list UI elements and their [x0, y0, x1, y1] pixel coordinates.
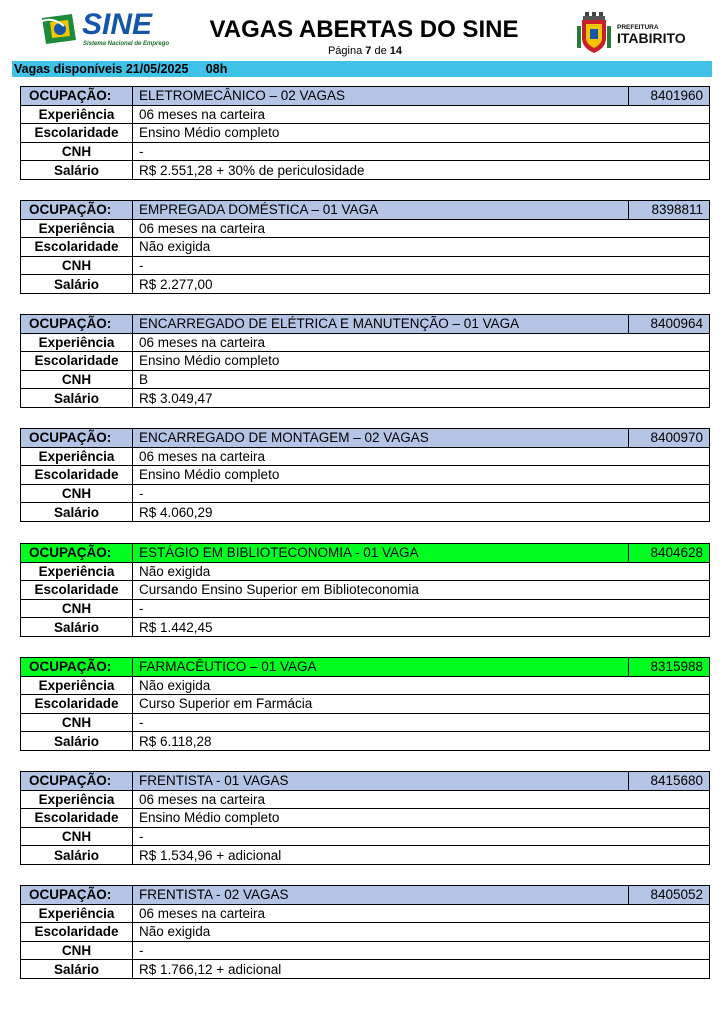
job-label-cnh: CNH [21, 827, 133, 846]
job-row-cnh [21, 142, 710, 161]
job-row-experience [21, 447, 710, 466]
page-of: de [374, 45, 387, 57]
job-row-occupation [21, 87, 710, 106]
job-value-occupation: FRENTISTA - 01 VAGAS [133, 772, 629, 791]
prefeitura-label: PREFEITURA [617, 24, 659, 31]
job-card [20, 885, 710, 979]
job-label-occupation: OCUPAÇÃO: [21, 772, 133, 791]
job-row-salary [21, 618, 710, 637]
job-row-schooling [21, 923, 710, 942]
job-row-salary [21, 846, 710, 865]
job-card [20, 543, 710, 637]
job-label-schooling: Escolaridade [21, 923, 133, 942]
job-value-schooling: Ensino Médio completo [133, 352, 710, 371]
city-crest-icon [577, 12, 611, 54]
availability-date-bar [12, 61, 712, 77]
job-row-occupation [21, 544, 710, 563]
job-row-experience [21, 105, 710, 124]
sine-subtitle: Sistema Nacional de Emprego [83, 41, 170, 47]
job-row-experience [21, 562, 710, 581]
job-row-schooling [21, 695, 710, 714]
job-label-cnh: CNH [21, 599, 133, 618]
job-value-cnh: - [133, 484, 710, 503]
job-row-occupation [21, 201, 710, 220]
job-label-occupation: OCUPAÇÃO: [21, 201, 133, 220]
job-code: 8401960 [629, 87, 710, 106]
job-row-schooling [21, 581, 710, 600]
job-label-salary: Salário [21, 732, 133, 751]
job-label-experience: Experiência [21, 447, 133, 466]
job-label-occupation: OCUPAÇÃO: [21, 87, 133, 106]
job-value-cnh: - [133, 599, 710, 618]
job-row-experience [21, 219, 710, 238]
job-value-schooling: Ensino Médio completo [133, 809, 710, 828]
job-value-schooling: Não exigida [133, 238, 710, 257]
job-value-schooling: Ensino Médio completo [133, 124, 710, 143]
job-code: 8400970 [629, 429, 710, 448]
job-row-experience [21, 333, 710, 352]
job-row-experience [21, 904, 710, 923]
job-value-experience: 06 meses na carteira [133, 333, 710, 352]
page-label: Página [327, 45, 363, 57]
job-value-salary: R$ 2.277,00 [133, 275, 710, 294]
availability-label: Vagas disponíveis 21/05/2025 [14, 62, 189, 76]
job-row-occupation [21, 886, 710, 905]
job-row-occupation [21, 772, 710, 791]
job-card [20, 657, 710, 751]
job-value-salary: R$ 2.551,28 + 30% de periculosidade [133, 161, 710, 180]
job-label-salary: Salário [21, 846, 133, 865]
job-value-experience: 06 meses na carteira [133, 219, 710, 238]
job-label-schooling: Escolaridade [21, 809, 133, 828]
job-label-occupation: OCUPAÇÃO: [21, 315, 133, 334]
job-label-cnh: CNH [21, 256, 133, 275]
job-value-occupation: ELETROMECÂNICO – 02 VAGAS [133, 87, 629, 106]
job-label-experience: Experiência [21, 333, 133, 352]
job-value-experience: Não exigida [133, 676, 710, 695]
job-row-salary [21, 503, 710, 522]
job-value-cnh: - [133, 827, 710, 846]
job-label-schooling: Escolaridade [21, 695, 133, 714]
job-label-experience: Experiência [21, 219, 133, 238]
job-label-experience: Experiência [21, 904, 133, 923]
page-total: 14 [389, 45, 403, 57]
sine-logo [38, 10, 168, 52]
job-row-schooling [21, 809, 710, 828]
job-row-cnh [21, 370, 710, 389]
job-value-schooling: Curso Superior em Farmácia [133, 695, 710, 714]
job-row-experience [21, 676, 710, 695]
page-number [300, 45, 430, 57]
job-row-cnh [21, 599, 710, 618]
job-value-schooling: Ensino Médio completo [133, 466, 710, 485]
job-row-schooling [21, 238, 710, 257]
job-label-salary: Salário [21, 389, 133, 408]
job-label-experience: Experiência [21, 562, 133, 581]
job-value-experience: 06 meses na carteira [133, 105, 710, 124]
job-label-experience: Experiência [21, 105, 133, 124]
job-label-occupation: OCUPAÇÃO: [21, 544, 133, 563]
job-label-experience: Experiência [21, 676, 133, 695]
page-title: VAGAS ABERTAS DO SINE [209, 16, 519, 43]
job-value-cnh: B [133, 370, 710, 389]
job-value-cnh: - [133, 713, 710, 732]
job-row-salary [21, 389, 710, 408]
job-value-schooling: Não exigida [133, 923, 710, 942]
job-code: 8400964 [629, 315, 710, 334]
job-row-cnh [21, 713, 710, 732]
job-value-experience: Não exigida [133, 562, 710, 581]
job-card [20, 771, 710, 865]
job-row-cnh [21, 941, 710, 960]
job-card [20, 428, 710, 522]
job-code: 8315988 [629, 658, 710, 677]
job-label-schooling: Escolaridade [21, 238, 133, 257]
page-header [0, 0, 724, 60]
prefeitura-logo [577, 12, 687, 54]
prefeitura-name: ITABIRITO [617, 30, 686, 46]
job-row-cnh [21, 256, 710, 275]
job-label-experience: Experiência [21, 790, 133, 809]
job-row-occupation [21, 315, 710, 334]
job-value-schooling: Cursando Ensino Superior em Biblioteconomia [133, 581, 710, 600]
job-row-schooling [21, 466, 710, 485]
job-value-experience: 06 meses na carteira [133, 447, 710, 466]
job-value-salary: R$ 1.534,96 + adicional [133, 846, 710, 865]
job-label-occupation: OCUPAÇÃO: [21, 429, 133, 448]
job-label-schooling: Escolaridade [21, 581, 133, 600]
job-label-schooling: Escolaridade [21, 352, 133, 371]
job-code: 8404628 [629, 544, 710, 563]
job-row-occupation [21, 658, 710, 677]
job-code: 8405052 [629, 886, 710, 905]
job-value-cnh: - [133, 256, 710, 275]
job-value-experience: 06 meses na carteira [133, 904, 710, 923]
job-card [20, 86, 710, 180]
job-value-occupation: FARMACÊUTICO – 01 VAGA [133, 658, 629, 677]
sine-wordmark: SINE [82, 8, 153, 41]
job-label-cnh: CNH [21, 484, 133, 503]
job-code: 8415680 [629, 772, 710, 791]
job-row-salary [21, 275, 710, 294]
job-row-experience [21, 790, 710, 809]
job-value-cnh: - [133, 941, 710, 960]
job-value-experience: 06 meses na carteira [133, 790, 710, 809]
job-value-occupation: ESTÁGIO EM BIBLIOTECONOMIA - 01 VAGA [133, 544, 629, 563]
job-card [20, 314, 710, 408]
job-label-salary: Salário [21, 618, 133, 637]
job-value-occupation: EMPREGADA DOMÉSTICA – 01 VAGA [133, 201, 629, 220]
job-card [20, 200, 710, 294]
job-row-schooling [21, 124, 710, 143]
job-row-cnh [21, 827, 710, 846]
job-label-salary: Salário [21, 960, 133, 979]
sine-flag-icon [38, 12, 78, 46]
page-current: 7 [365, 45, 372, 57]
job-label-cnh: CNH [21, 713, 133, 732]
job-row-cnh [21, 484, 710, 503]
job-row-occupation [21, 429, 710, 448]
job-value-cnh: - [133, 142, 710, 161]
job-value-salary: R$ 1.766,12 + adicional [133, 960, 710, 979]
job-value-salary: R$ 6.118,28 [133, 732, 710, 751]
job-label-cnh: CNH [21, 941, 133, 960]
job-code: 8398811 [629, 201, 710, 220]
job-row-salary [21, 161, 710, 180]
job-row-salary [21, 732, 710, 751]
job-value-salary: R$ 1.442,45 [133, 618, 710, 637]
job-label-occupation: OCUPAÇÃO: [21, 886, 133, 905]
job-value-occupation: ENCARREGADO DE ELÉTRICA E MANUTENÇÃO – 01 VAGA [133, 315, 629, 334]
job-row-schooling [21, 352, 710, 371]
job-value-salary: R$ 3.049,47 [133, 389, 710, 408]
job-label-salary: Salário [21, 161, 133, 180]
job-label-cnh: CNH [21, 142, 133, 161]
job-value-occupation: ENCARREGADO DE MONTAGEM – 02 VAGAS [133, 429, 629, 448]
job-label-schooling: Escolaridade [21, 466, 133, 485]
job-label-cnh: CNH [21, 370, 133, 389]
availability-time: 08h [205, 62, 228, 76]
job-value-salary: R$ 4.060,29 [133, 503, 710, 522]
job-label-schooling: Escolaridade [21, 124, 133, 143]
job-label-salary: Salário [21, 503, 133, 522]
job-label-occupation: OCUPAÇÃO: [21, 658, 133, 677]
job-row-salary [21, 960, 710, 979]
job-value-occupation: FRENTISTA - 02 VAGAS [133, 886, 629, 905]
job-label-salary: Salário [21, 275, 133, 294]
